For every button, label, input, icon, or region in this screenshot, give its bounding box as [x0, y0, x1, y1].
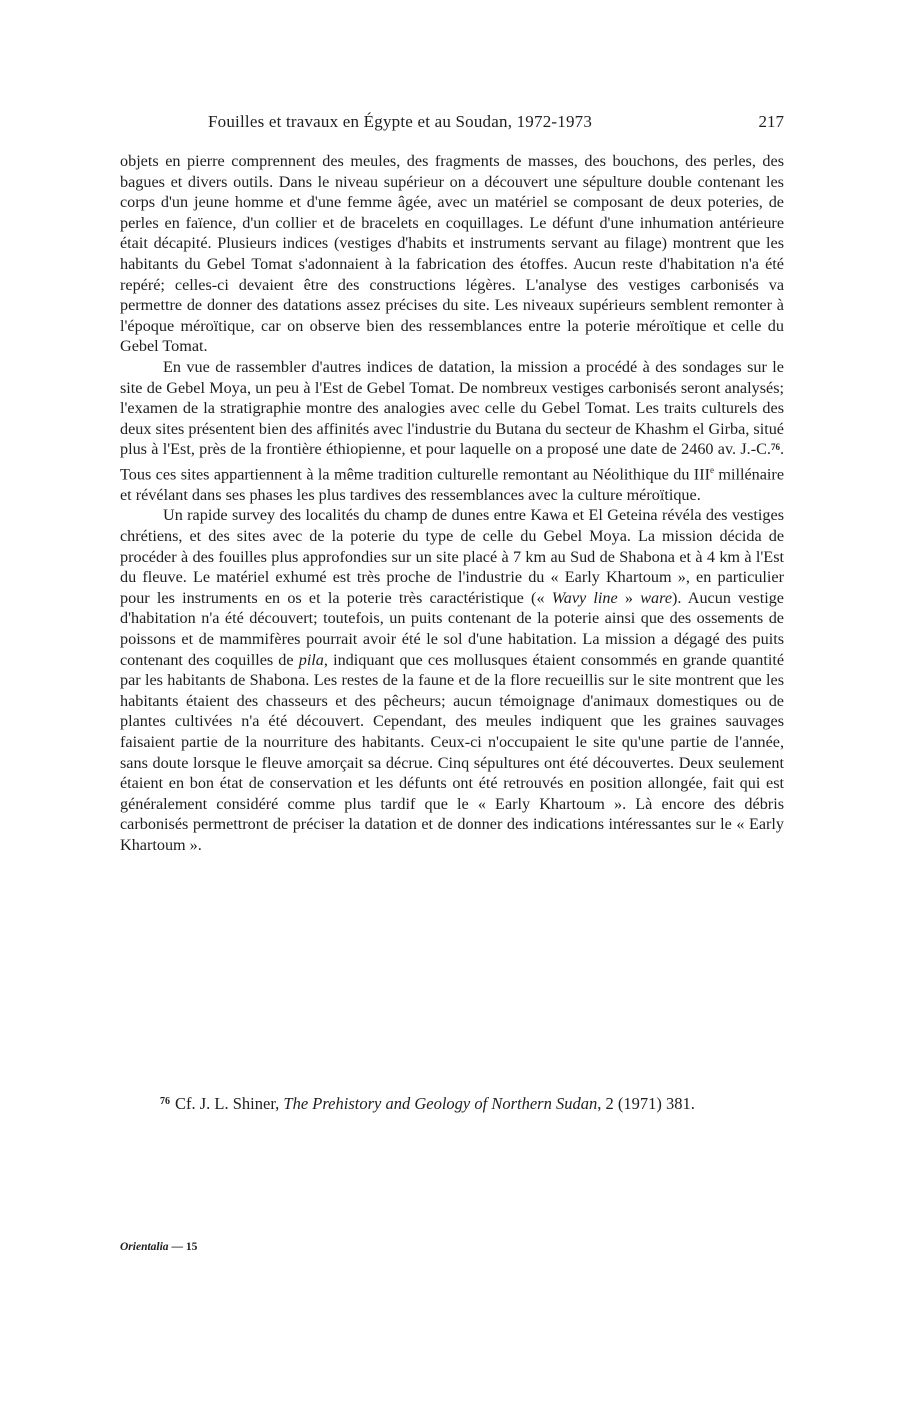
paragraph-3-text-cont: ). Aucun vestige d'habitation n'a été découvert; toutefois, un puits contenant de la poterie ainsi que des ossements de poissons et de mammifères pourrait avoir été le sol d'une habitation. La mission a dégagé des puits contenant des coquilles de	[120, 588, 784, 669]
footnote	[120, 1093, 784, 1114]
running-header	[208, 112, 784, 136]
paragraph-2-text-cont: . Tous ces sites appartiennent à la même tradition culturelle remontant au Néolithique du III	[120, 440, 784, 484]
paragraph-2-text: En vue de rassembler d'autres indices de datation, la mission a procédé à des sondages sur le site de Gebel Moya, un peu à l'Est de Gebel Tomat. De nombreux vestiges carbonisés seront analysés; l'examen de la stratigraphie montre des analogies avec celle du Gebel Tomat. Les traits culturels des deux sites présentent bien des affinités avec l'industrie du Butana du secteur de Khashm el Girba, situé plus à l'Est, près de la frontière éthiopienne, et pour laquelle on a proposé une date de 2460 av. J.-C.	[120, 357, 784, 459]
paragraph-2	[120, 357, 784, 506]
italic-wavy-line: Wavy line	[551, 588, 618, 607]
paragraph-3-quote: »	[617, 588, 641, 607]
paragraph-1: objets en pierre comprennent des meules, des fragments de masses, des bouchons, des perles, des bagues et divers outils. Dans le niveau supérieur on a découvert une sépulture double contenant les corps d'un jeune homme et d'une femme âgée, avec un matériel se composant de deux poteries, de perles en faïence, d'un collier et de bracelets en coquillages. Le défunt d'une inhumation antérieure était décapité. Plusieurs indices (vestiges d'habits et instruments servant au filage) montrent que les habitants du Gebel Tomat s'adonnaient à la fabrication des étoffes. Aucun reste d'habitation n'a été repéré; celles-ci devaient être des constructions légères. L'analyse des vestiges carbonisés va permettre de donner des datations assez précises du site. Les niveaux supérieurs semblent remonter à l'époque méroïtique, car on observe bien des ressemblances entre la poterie méroïtique et celle du Gebel Tomat.	[120, 152, 784, 356]
page-number: 217	[758, 112, 784, 131]
footnote-text: Cf. J. L. Shiner,	[175, 1094, 284, 1113]
paragraph-3	[120, 505, 784, 855]
footnote-text-end: , 2 (1971) 381.	[597, 1094, 695, 1113]
journal-name: Orientalia	[120, 1241, 169, 1253]
footnote-reference[interactable]: 76	[770, 442, 780, 453]
footnote-marker: 76	[160, 1096, 170, 1107]
body-text	[120, 151, 784, 856]
italic-pila: pila	[298, 650, 324, 669]
paragraph-2-text-end: millénaire et révélant dans ses phases les plus tardives des ressemblances avec la culture méroïtique.	[120, 465, 784, 504]
running-title: Fouilles et travaux en Égypte et au Soudan, 1972-1973	[208, 112, 593, 131]
footnote-book-title: The Prehistory and Geology of Northern Sudan	[283, 1094, 598, 1113]
italic-ware: ware	[640, 588, 673, 607]
paragraph-3-text-end: , indiquant que ces mollusques étaient consommés en grande quantité par les habitants de Shabona. Les restes de la faune et de la flore recueillis sur le site montrent que les habitants étaient des chasseurs et des pêcheurs; aucun témoignage d'animaux domestiques ou de plantes cultivées n'a été découvert. Cependant, des meules indiquent que les graines sauvages faisaient partie de la nourriture des habitants. Ceux-ci n'occupaient le site qu'une partie de l'année, sans doute lorsque le fleuve amorçait sa décrue. Cinq sépultures ont été découvertes. Deux seulement étaient en bon état de conservation et les défunts ont été retrouvés en position allongée, fait qui est généralement considéré comme plus tardif que le « Early Khartoum ». Là encore des débris carbonisés permettront de préciser la datation et de donner des indications intéressantes sur le « Early Khartoum ».	[120, 650, 785, 854]
sheet-number: — 15	[171, 1241, 198, 1253]
superscript-e: e	[709, 464, 714, 475]
signature-footer	[120, 1241, 197, 1253]
paragraph-3-text: Un rapide survey des localités du champ de dunes entre Kawa et El Geteina révéla des vestiges chrétiens, et des sites avec de la poterie du type de celle du Gebel Moya. La mission décida de procéder à des fouilles plus approfondies sur un site placé à 7 km au Sud de Shabona et à 4 km à l'Est du fleuve. Le matériel exhumé est très proche de l'industrie du « Early Khartoum », en particulier pour les instruments en os et la poterie très caractéristique («	[120, 506, 784, 607]
